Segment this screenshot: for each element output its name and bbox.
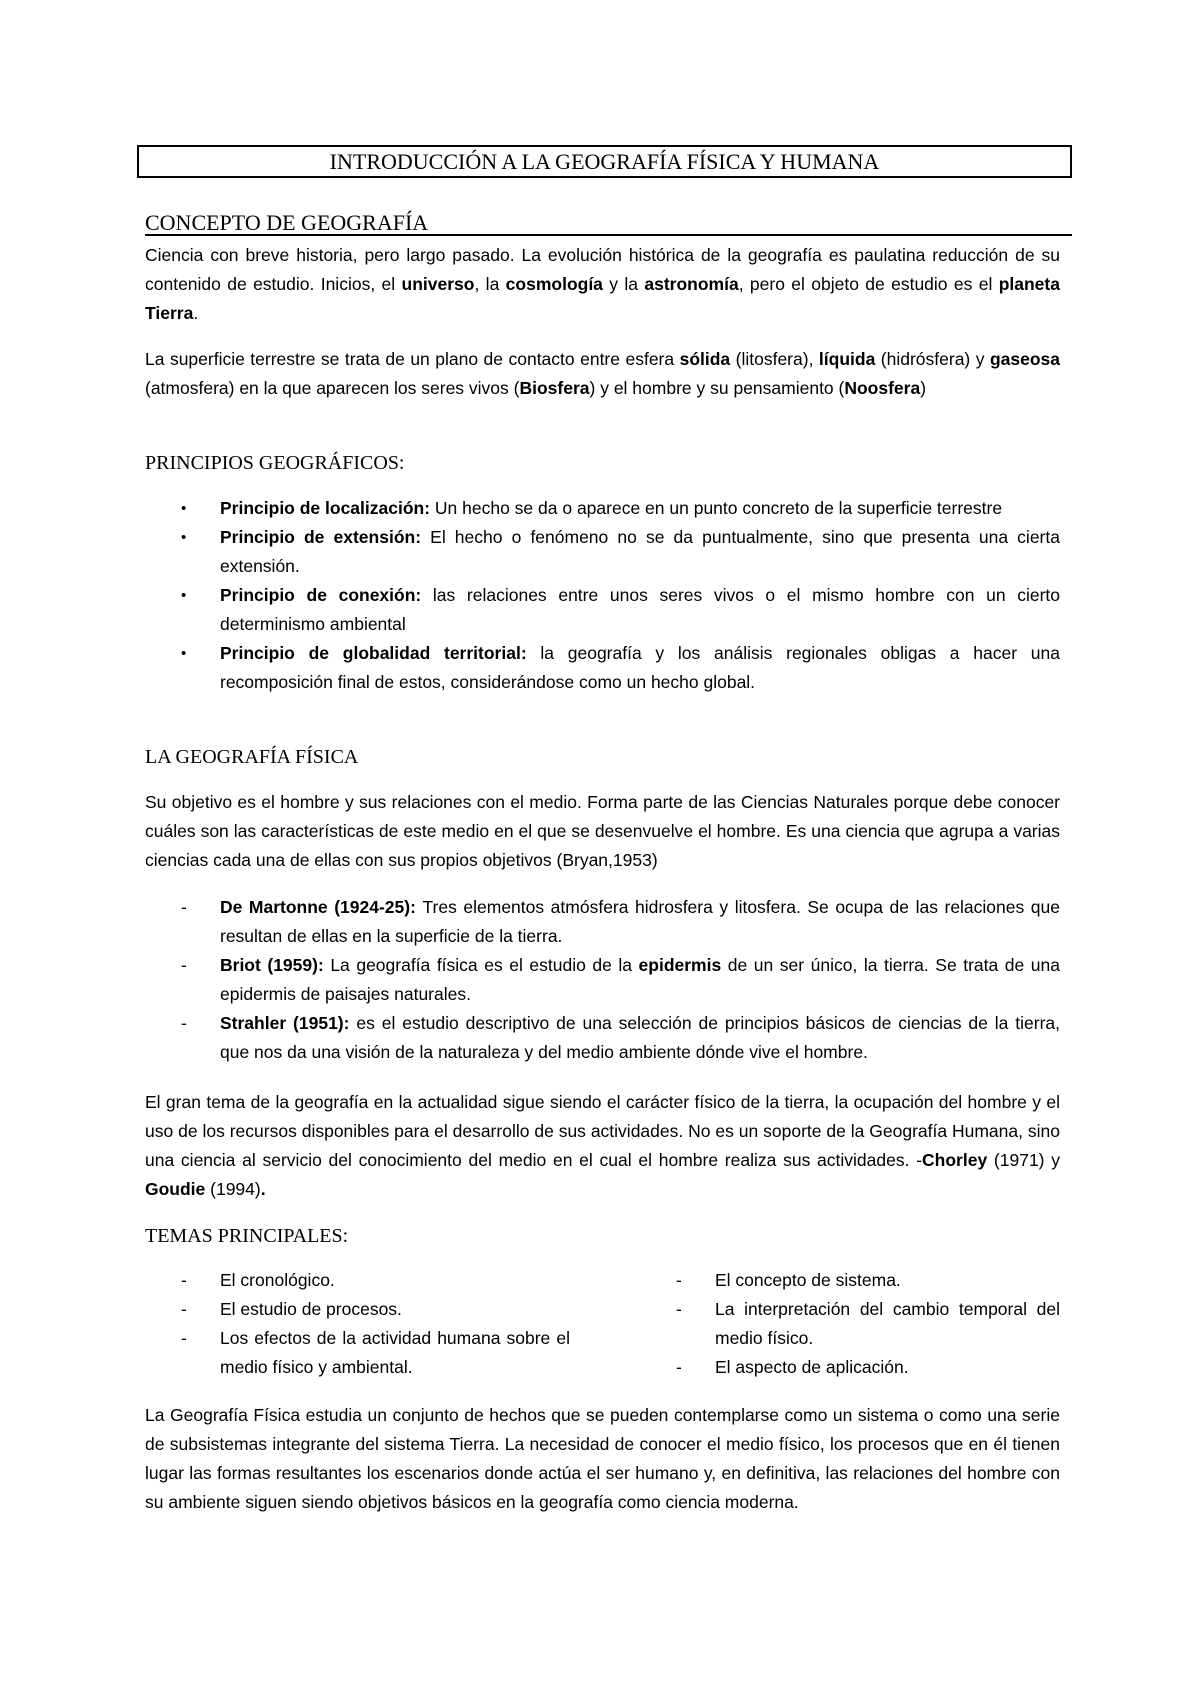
dash-icon: - (676, 1299, 682, 1319)
principio-item (145, 639, 1060, 697)
authors-list (145, 893, 1060, 1067)
paragraph-run: gaseosa (989, 349, 1061, 369)
author-run: (1924-25): (327, 897, 423, 917)
dash-icon: - (676, 1357, 682, 1377)
author-run: epidermis (638, 955, 722, 975)
author-run: De Martonne (220, 897, 328, 917)
author-run: (1951): (286, 1013, 357, 1033)
paragraph-fisica-tema (145, 1088, 1060, 1204)
principio-item (145, 581, 1060, 639)
paragraph-run: . (193, 303, 199, 323)
principio-text: Un hecho se da o aparece en un punto concreto de la superficie terrestre (430, 498, 1003, 518)
author-item (145, 1009, 1060, 1067)
bullet-icon: • (181, 500, 187, 517)
paragraph-run: La Geografía Física estudia un conjunto de hechos que se pueden contemplarse como un sistema o como una serie de subsistemas integrante del sistema Tierra. La necesidad de conocer el medio físico, los procesos que en él tienen lugar las formas resultantes los escenarios donde actúa el ser humano y, en definitiva, las relaciones del hombre con su ambiente siguen siendo objetivos básicos en la geografía como ciencia moderna. (145, 1405, 1060, 1512)
paragraph-run: (atmosfera) en la que aparecen los seres vivos ( (145, 378, 520, 398)
paragraph-run: y la (602, 274, 645, 294)
tema-text: Los efectos de la actividad humana sobre el medio físico y ambiental. (220, 1328, 570, 1377)
author-run: La geografía física es el estudio de la (330, 955, 639, 975)
paragraph-temas-closing (145, 1401, 1060, 1517)
tema-text: El aspecto de aplicación. (715, 1357, 909, 1377)
paragraph-run: (hidrósfera) y (875, 349, 990, 369)
principios-list (145, 494, 1060, 697)
principio-label: Principio de globalidad territorial: (220, 643, 527, 663)
author-run: es el estudio descriptivo de una selección de principios básicos de ciencias de la tierra, que nos da una visión de la naturaleza y del medio ambiente dónde vive el hombre. (220, 1013, 1060, 1062)
heading-underline (145, 234, 1072, 236)
bullet-icon: • (181, 529, 187, 546)
paragraph-run: (1994) (205, 1179, 261, 1199)
heading-principios: PRINCIPIOS GEOGRÁFICOS: (145, 452, 405, 474)
tema-text: La interpretación del cambio temporal del medio físico. (715, 1299, 1060, 1348)
principio-item (145, 523, 1060, 581)
dash-icon: - (181, 897, 187, 917)
paragraph-run: El gran tema de la geografía en la actualidad sigue siendo el carácter físico de la tierra, la ocupación del hombre y el uso de los recursos disponibles para el desarrollo de sus actividades. No es un soporte de la Geografía Humana, sino una ciencia al servicio del conocimiento del medio en el cual el hombre realiza sus actividades. - (145, 1092, 1060, 1170)
principio-label: Principio de localización: (220, 498, 431, 518)
tema-item (145, 1295, 570, 1324)
principio-label: Principio de conexión: (220, 585, 422, 605)
bullet-icon: • (181, 587, 187, 604)
tema-text: El estudio de procesos. (220, 1299, 402, 1319)
paragraph-run: La superficie terrestre se trata de un plano de contacto entre esfera (145, 349, 680, 369)
heading-concepto: CONCEPTO DE GEOGRAFÍA (145, 210, 429, 235)
temas-right-column (640, 1266, 1060, 1382)
dash-icon: - (181, 1299, 187, 1319)
bullet-icon: • (181, 645, 187, 662)
paragraph-run: Goudie (145, 1179, 206, 1199)
author-item (145, 951, 1060, 1009)
paragraph-run: Chorley (922, 1150, 988, 1170)
author-item (145, 893, 1060, 951)
tema-text: El concepto de sistema. (715, 1270, 901, 1290)
paragraph-run: (1971) y (987, 1150, 1060, 1170)
dash-icon: - (181, 955, 187, 975)
paragraph-run: astronomía (644, 274, 739, 294)
tema-item (145, 1266, 570, 1295)
paragraph-run: líquida (818, 349, 876, 369)
principio-item (145, 494, 1060, 523)
paragraph-run: ) (920, 378, 927, 398)
tema-item (640, 1295, 1060, 1353)
principio-text: El hecho o fenómeno no se da puntualmente, sino que presenta una cierta extensión. (220, 527, 1060, 576)
document-title: INTRODUCCIÓN A LA GEOGRAFÍA FÍSICA Y HUMANA (137, 145, 1072, 178)
paragraph-run: (litosfera), (730, 349, 819, 369)
dash-icon: - (676, 1270, 682, 1290)
principio-label: Principio de extensión: (220, 527, 422, 547)
temas-left-column (145, 1266, 570, 1382)
paragraph-run: , la (474, 274, 506, 294)
author-run: Strahler (220, 1013, 287, 1033)
tema-item (640, 1353, 1060, 1382)
paragraph-run: cosmología (505, 274, 603, 294)
paragraph-run: universo (401, 274, 475, 294)
principio-text: la geografía y los análisis regionales obligas a hacer una recomposición final de estos, considerándose como un hecho global. (220, 643, 1060, 692)
tema-item (640, 1266, 1060, 1295)
paragraph-run: planeta Tierra (145, 274, 1060, 323)
tema-item (145, 1324, 570, 1382)
tema-text: El cronológico. (220, 1270, 335, 1290)
paragraph-fisica-intro (145, 788, 1060, 875)
dash-icon: - (181, 1013, 187, 1033)
paragraph-run: Noosfera (844, 378, 921, 398)
dash-icon: - (181, 1328, 187, 1348)
dash-icon: - (181, 1270, 187, 1290)
paragraph-run: ) y el hombre y su pensamiento ( (589, 378, 845, 398)
paragraph-run: sólida (679, 349, 731, 369)
heading-temas: TEMAS PRINCIPALES: (145, 1225, 349, 1247)
author-run: de un ser único, la tierra. Se trata de una epidermis de paisajes naturales. (220, 955, 1060, 1004)
author-run: Tres elementos atmósfera hidrosfera y litosfera. Se ocupa de las relaciones que resultan de ellas en la superficie de la tierra. (220, 897, 1060, 946)
heading-geografia-fisica: LA GEOGRAFÍA FÍSICA (145, 746, 359, 768)
author-run: Briot (1959): (220, 955, 331, 975)
paragraph-run: Su objetivo es el hombre y sus relaciones con el medio. Forma parte de las Ciencias Naturales porque debe conocer cuáles son las características de este medio en el que se desenvuelve el hombre. Es una ciencia que agrupa a varias ciencias cada una de ellas con sus propios objetivos (Bryan,1953) (145, 792, 1060, 870)
paragraph-run: Biosfera (519, 378, 590, 398)
principio-text: las relaciones entre unos seres vivos o el mismo hombre con un cierto determinismo ambiental (220, 585, 1060, 634)
paragraph-concepto-1 (145, 241, 1060, 328)
paragraph-run: , pero el objeto de estudio es el (738, 274, 999, 294)
paragraph-run: . (260, 1179, 266, 1199)
paragraph-concepto-2 (145, 345, 1060, 403)
paragraph-run: Ciencia con breve historia, pero largo pasado. La evolución histórica de la geografía es paulatina reducción de su contenido de estudio. Inicios, el (145, 245, 1060, 294)
